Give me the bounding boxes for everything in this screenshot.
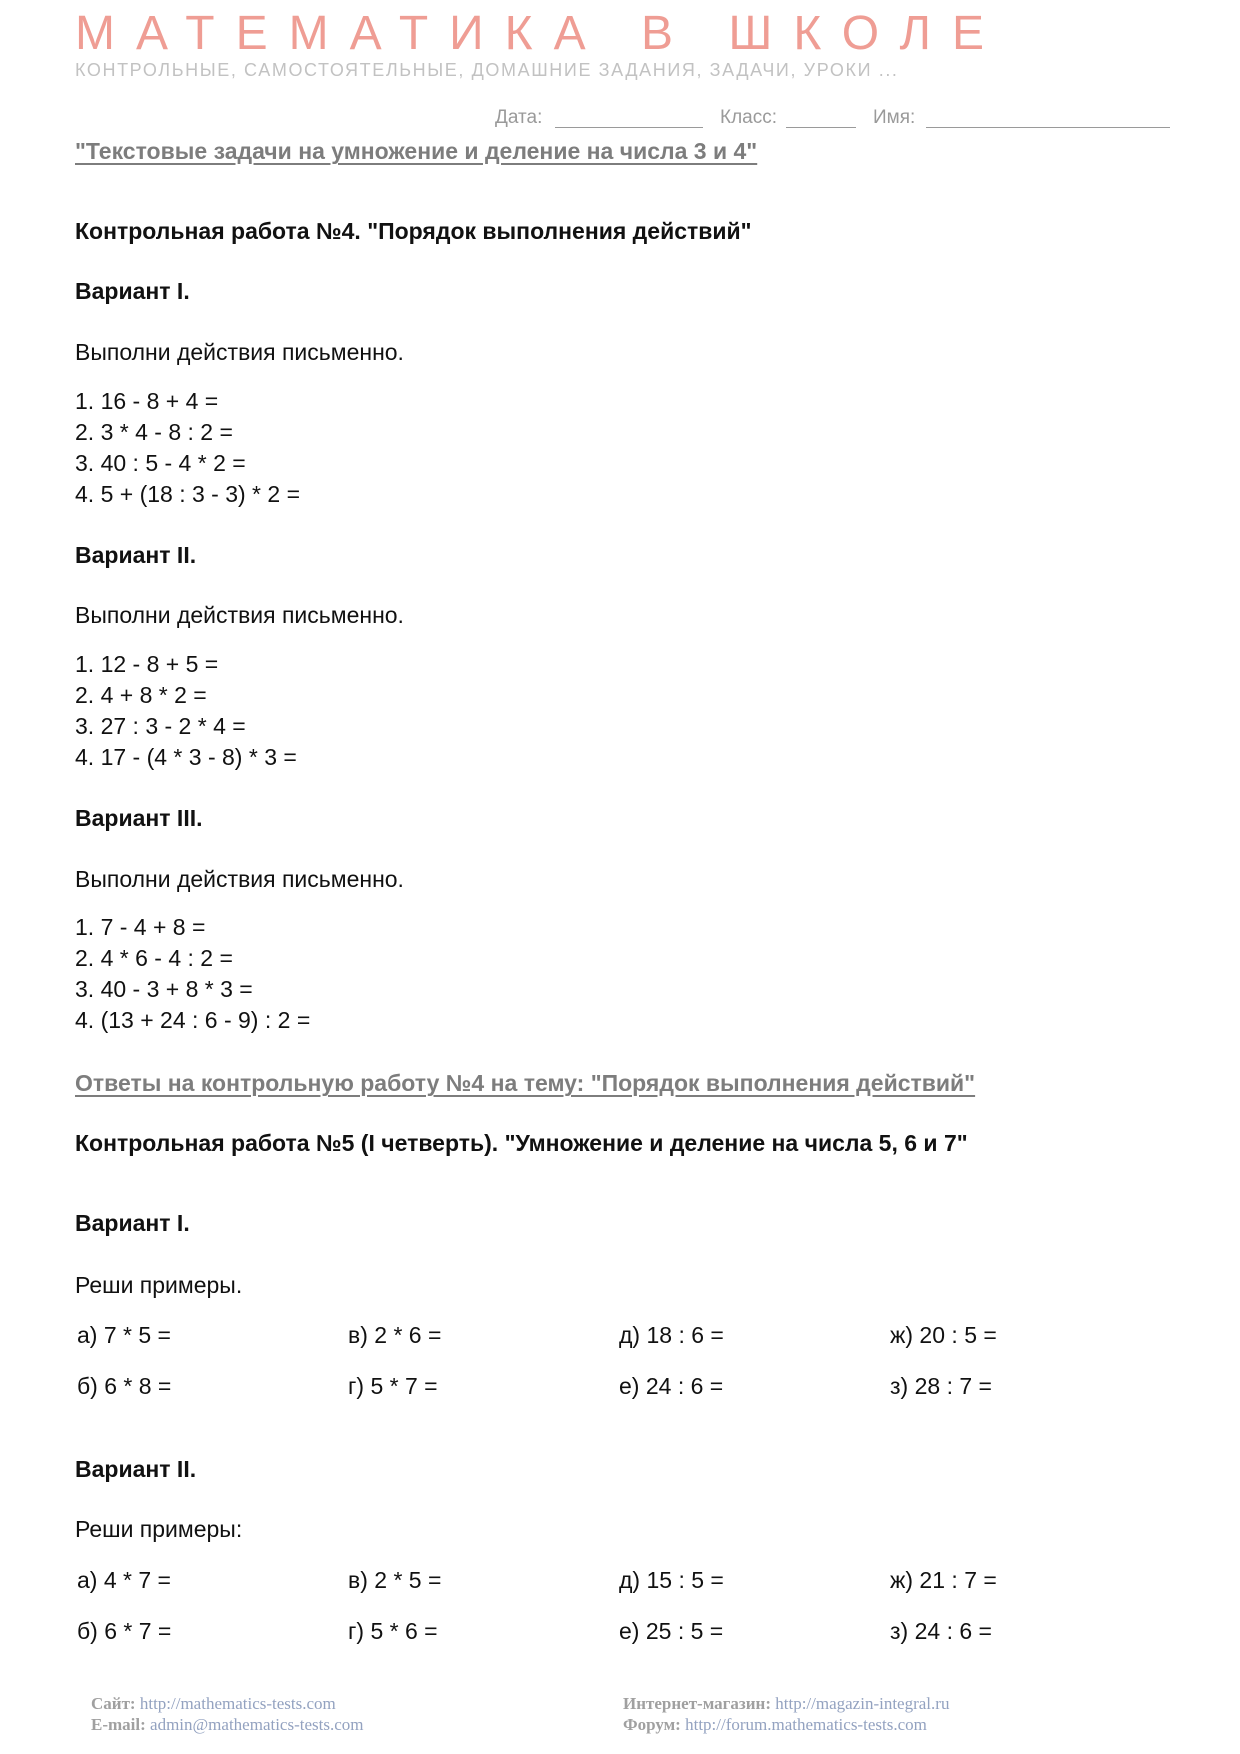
test5-v2-item-z: з) 24 : 6 = xyxy=(890,1618,992,1644)
test4-v2-item-2: 2. 4 + 8 * 2 = xyxy=(75,682,207,708)
test5-v1-item-e: е) 24 : 6 = xyxy=(619,1373,724,1399)
test5-v2-item-v: в) 2 * 5 = xyxy=(348,1567,442,1593)
test4-v1-item-4: 4. 5 + (18 : 3 - 3) * 2 = xyxy=(75,481,301,507)
test5-v1-item-z: з) 28 : 7 = xyxy=(890,1373,992,1399)
test4-v3-item-3: 3. 40 - 3 + 8 * 3 = xyxy=(75,976,253,1002)
test4-title: Контрольная работа №4. "Порядок выполнения действий" xyxy=(75,218,752,244)
test5-variant-1-instruction: Реши примеры. xyxy=(75,1272,243,1298)
test4-v3-item-1: 1. 7 - 4 + 8 = xyxy=(75,914,206,940)
test5-v2-item-b: б) 6 * 7 = xyxy=(77,1618,172,1644)
test4-v3-item-2: 2. 4 * 6 - 4 : 2 = xyxy=(75,945,233,971)
site-brand-title: МАТЕМАТИКА В ШКОЛЕ xyxy=(75,7,1006,60)
name-label: Имя: xyxy=(873,107,916,128)
test5-v1-item-b: б) 6 * 8 = xyxy=(77,1373,172,1399)
test4-v2-item-1: 1. 12 - 8 + 5 = xyxy=(75,651,219,677)
footer-shop-label: Интернет-магазин: xyxy=(623,1694,771,1713)
footer-forum-label: Форум: xyxy=(623,1715,681,1734)
footer-site-link[interactable]: http://mathematics-tests.com xyxy=(139,1694,336,1713)
test4-v1-item-3: 3. 40 : 5 - 4 * 2 = xyxy=(75,450,246,476)
footer-shop-link[interactable]: http://magazin-integral.ru xyxy=(775,1694,950,1713)
test4-variant-1-instruction: Выполни действия письменно. xyxy=(75,339,404,365)
footer-shop xyxy=(623,1693,949,1714)
test5-v1-item-d: д) 18 : 6 = xyxy=(619,1322,724,1348)
test5-v1-item-v: в) 2 * 6 = xyxy=(348,1322,442,1348)
test4-variant-2-instruction: Выполни действия письменно. xyxy=(75,602,404,628)
class-label: Класс: xyxy=(720,107,777,128)
test5-v2-item-g: г) 5 * 6 = xyxy=(348,1618,438,1644)
test5-v1-item-g: г) 5 * 7 = xyxy=(348,1373,438,1399)
test5-v2-item-zh: ж) 21 : 7 = xyxy=(890,1567,997,1593)
test4-v1-item-1: 1. 16 - 8 + 4 = xyxy=(75,388,219,414)
test4-variant-3-title: Вариант III. xyxy=(75,805,203,831)
site-tagline: КОНТРОЛЬНЫЕ, САМОСТОЯТЕЛЬНЫЕ, ДОМАШНИЕ ЗАДАНИЯ, ЗАДАЧИ, УРОКИ ... xyxy=(75,60,899,80)
test5-variant-2-title: Вариант II. xyxy=(75,1456,197,1482)
link-answers-test4[interactable]: Ответы на контрольную работу №4 на тему: "Порядок выполнения действий" xyxy=(75,1070,976,1096)
footer-email xyxy=(91,1714,364,1735)
test5-v2-item-d: д) 15 : 5 = xyxy=(619,1567,724,1593)
test5-v1-item-a: а) 7 * 5 = xyxy=(77,1322,171,1348)
footer-forum xyxy=(623,1714,927,1735)
footer-site xyxy=(91,1693,336,1714)
footer-site-label: Сайт: xyxy=(91,1694,136,1713)
footer-email-label: E-mail: xyxy=(91,1715,146,1734)
footer-forum-link[interactable]: http://forum.mathematics-tests.com xyxy=(685,1715,927,1734)
test5-variant-1-title: Вариант I. xyxy=(75,1210,190,1236)
date-field-line xyxy=(555,127,703,128)
date-label: Дата: xyxy=(495,107,543,128)
class-field-line xyxy=(786,127,856,128)
test4-variant-1-title: Вариант I. xyxy=(75,278,190,304)
test5-title: Контрольная работа №5 (I четверть). "Умножение и деление на числа 5, 6 и 7" xyxy=(75,1130,968,1156)
name-field-line xyxy=(926,127,1170,128)
test5-v1-item-zh: ж) 20 : 5 = xyxy=(890,1322,997,1348)
test5-variant-2-instruction: Реши примеры: xyxy=(75,1516,243,1542)
link-word-problems-3-4[interactable]: "Текстовые задачи на умножение и деление на числа 3 и 4" xyxy=(75,138,758,164)
test4-variant-2-title: Вариант II. xyxy=(75,542,197,568)
footer-email-link[interactable]: admin@mathematics-tests.com xyxy=(150,1715,364,1734)
test5-v2-item-e: е) 25 : 5 = xyxy=(619,1618,724,1644)
test4-v2-item-3: 3. 27 : 3 - 2 * 4 = xyxy=(75,713,246,739)
test5-v2-item-a: а) 4 * 7 = xyxy=(77,1567,171,1593)
test4-v2-item-4: 4. 17 - (4 * 3 - 8) * 3 = xyxy=(75,744,297,770)
test4-v3-item-4: 4. (13 + 24 : 6 - 9) : 2 = xyxy=(75,1007,311,1033)
test4-variant-3-instruction: Выполни действия письменно. xyxy=(75,866,404,892)
test4-v1-item-2: 2. 3 * 4 - 8 : 2 = xyxy=(75,419,233,445)
